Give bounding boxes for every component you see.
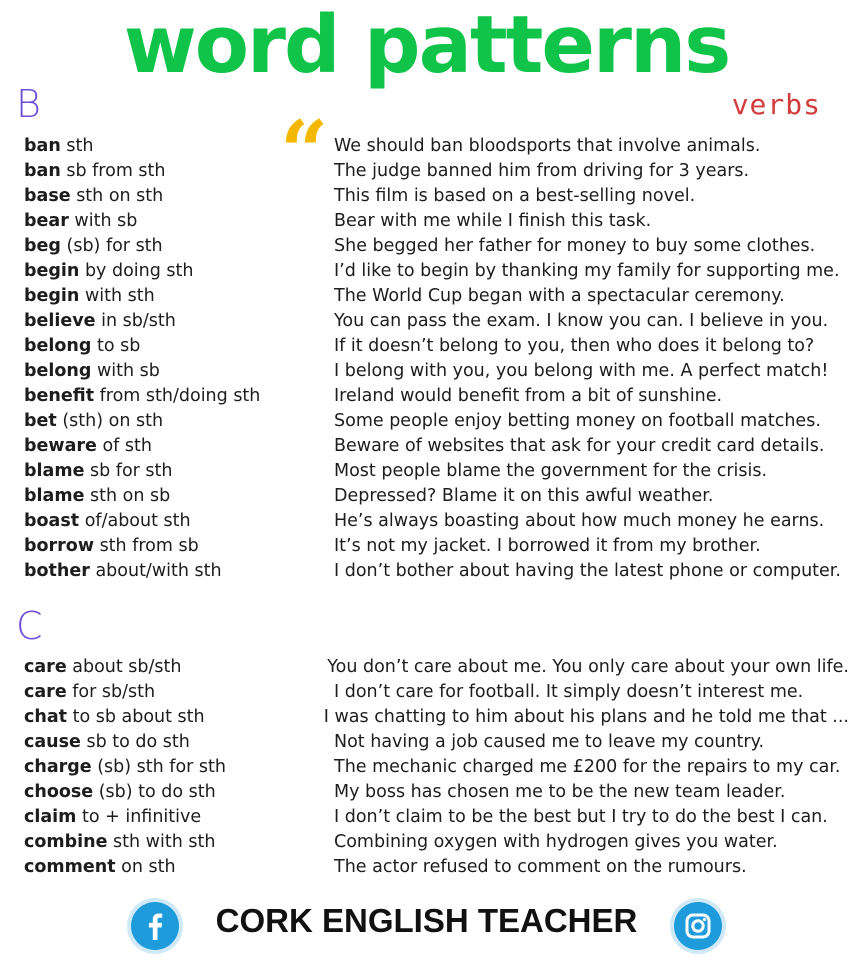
- word-pattern: [24, 657, 327, 677]
- word-pattern: [24, 486, 334, 506]
- verb: blame: [24, 485, 85, 506]
- example-sentence: I belong with you, you belong with me. A perfect match!: [334, 360, 829, 381]
- pattern: on sth: [115, 856, 176, 877]
- word-pattern: [24, 682, 334, 702]
- verb: cause: [24, 731, 81, 752]
- verb: choose: [24, 781, 94, 802]
- word-pattern: [24, 561, 334, 581]
- pattern: with sb: [91, 360, 160, 381]
- verb: belong: [24, 335, 92, 356]
- word-pattern: [24, 411, 334, 431]
- example-sentence: I don’t care for football. It simply doesn’t interest me.: [334, 681, 804, 702]
- pattern: sth: [60, 135, 94, 156]
- pattern-row: [24, 258, 849, 283]
- verb: beg: [24, 235, 61, 256]
- pattern-row: [24, 408, 849, 433]
- example-sentence: I was chatting to him about his plans and he told me that ...: [323, 706, 849, 727]
- word-pattern: [24, 536, 334, 556]
- pattern: sb to do sth: [80, 731, 190, 752]
- word-pattern: [24, 782, 334, 802]
- pattern-row: [24, 779, 849, 804]
- verb: begin: [24, 260, 80, 281]
- pattern-row: [24, 383, 849, 408]
- example-sentence: This film is based on a best-selling novel.: [334, 185, 696, 206]
- example-sentence: You can pass the exam. I know you can. I believe in you.: [334, 310, 829, 331]
- word-pattern: [24, 386, 334, 406]
- pattern: in sb/sth: [95, 310, 176, 331]
- pattern: to + infinitive: [76, 806, 202, 827]
- pattern-row: [24, 308, 849, 333]
- section-letter-b: B: [16, 82, 41, 126]
- pattern-row: [24, 829, 849, 854]
- instagram-icon[interactable]: [674, 902, 722, 950]
- verb: benefit: [24, 385, 95, 406]
- example-sentence: Not having a job caused me to leave my country.: [334, 731, 765, 752]
- section-c-list: [24, 654, 849, 879]
- example-sentence: The actor refused to comment on the rumours.: [334, 856, 747, 877]
- verb: chat: [24, 706, 68, 727]
- pattern: to sb about sth: [67, 706, 205, 727]
- example-sentence: Beware of websites that ask for your credit card details.: [334, 435, 825, 456]
- example-sentence: Combining oxygen with hydrogen gives you water.: [334, 831, 778, 852]
- pattern-row: [24, 654, 849, 679]
- verb: bother: [24, 560, 90, 581]
- verb: ban: [24, 160, 61, 181]
- example-sentence: It’s not my jacket. I borrowed it from my brother.: [334, 535, 761, 556]
- pattern: (sb) sth for sth: [91, 756, 227, 777]
- pattern: (sb) for sth: [60, 235, 163, 256]
- pattern-row: [24, 183, 849, 208]
- word-pattern: [24, 186, 334, 206]
- verb: believe: [24, 310, 96, 331]
- pattern-row: [24, 433, 849, 458]
- verb: beware: [24, 435, 97, 456]
- word-pattern: [24, 857, 334, 877]
- verb: boast: [24, 510, 80, 531]
- pattern: by doing sth: [79, 260, 194, 281]
- pattern-row: [24, 233, 849, 258]
- pattern: for sb/sth: [66, 681, 156, 702]
- example-sentence: Some people enjoy betting money on football matches.: [334, 410, 821, 431]
- example-sentence: We should ban bloodsports that involve animals.: [334, 135, 761, 156]
- word-pattern: [24, 757, 334, 777]
- word-pattern: [24, 732, 334, 752]
- example-sentence: If it doesn’t belong to you, then who does it belong to?: [334, 335, 815, 356]
- pattern: of sth: [96, 435, 152, 456]
- pattern-row: [24, 729, 849, 754]
- word-pattern: [24, 311, 334, 331]
- pattern: from sth/doing sth: [94, 385, 261, 406]
- pattern-row: [24, 158, 849, 183]
- section-b-list: [24, 133, 849, 583]
- pattern: sb from sth: [60, 160, 166, 181]
- pattern-row: [24, 704, 849, 729]
- pattern-row: [24, 854, 849, 879]
- example-sentence: Depressed? Blame it on this awful weather.: [334, 485, 714, 506]
- pattern-row: [24, 804, 849, 829]
- verb: base: [24, 185, 71, 206]
- word-pattern: [24, 436, 334, 456]
- page-title: word patterns: [123, 0, 730, 91]
- pattern-row: [24, 208, 849, 233]
- pattern: with sb: [68, 210, 138, 231]
- pattern: (sb) to do sth: [93, 781, 216, 802]
- pattern: about sb/sth: [66, 656, 182, 677]
- example-sentence: He’s always boasting about how much money he earns.: [334, 510, 825, 531]
- pattern-row: [24, 283, 849, 308]
- word-pattern: [24, 336, 334, 356]
- verb: ban: [24, 135, 61, 156]
- word-pattern: [24, 511, 334, 531]
- footer-brand: CORK ENGLISH TEACHER: [215, 902, 638, 939]
- word-pattern: [24, 261, 334, 281]
- verb: care: [24, 656, 67, 677]
- example-sentence: Most people blame the government for the crisis.: [334, 460, 768, 481]
- verb: combine: [24, 831, 108, 852]
- pattern: to sb: [91, 335, 141, 356]
- verb: belong: [24, 360, 92, 381]
- pattern: of/about sth: [79, 510, 191, 531]
- example-sentence: The judge banned him from driving for 3 years.: [334, 160, 750, 181]
- example-sentence: I’d like to begin by thanking my family for supporting me.: [334, 260, 840, 281]
- verb: claim: [24, 806, 77, 827]
- example-sentence: She begged her father for money to buy some clothes.: [334, 235, 816, 256]
- word-pattern: [24, 461, 334, 481]
- word-pattern: [24, 211, 334, 231]
- example-sentence: Ireland would benefit from a bit of sunshine.: [334, 385, 723, 406]
- word-pattern: [24, 161, 334, 181]
- word-pattern: [24, 832, 334, 852]
- verb: comment: [24, 856, 116, 877]
- verb: bear: [24, 210, 69, 231]
- pattern: sth with sth: [107, 831, 216, 852]
- example-sentence: My boss has chosen me to be the new team leader.: [334, 781, 786, 802]
- pattern-row: [24, 483, 849, 508]
- pattern-row: [24, 133, 849, 158]
- word-pattern: [24, 236, 334, 256]
- pattern: sth on sth: [70, 185, 164, 206]
- word-pattern: [24, 807, 334, 827]
- verb: borrow: [24, 535, 94, 556]
- example-sentence: You don’t care about me. You only care about your own life.: [327, 656, 849, 677]
- verb: care: [24, 681, 67, 702]
- page-subtitle: verbs: [731, 88, 821, 121]
- pattern-row: [24, 333, 849, 358]
- pattern: about/with sth: [89, 560, 222, 581]
- pattern-row: [24, 358, 849, 383]
- verb: blame: [24, 460, 85, 481]
- verb: bet: [24, 410, 57, 431]
- example-sentence: I don’t claim to be the best but I try to do the best I can.: [334, 806, 828, 827]
- example-sentence: The World Cup began with a spectacular ceremony.: [334, 285, 785, 306]
- pattern: sb for sth: [84, 460, 173, 481]
- pattern: with sth: [79, 285, 155, 306]
- pattern-row: [24, 754, 849, 779]
- pattern: sth on sb: [84, 485, 171, 506]
- verb: charge: [24, 756, 92, 777]
- example-sentence: I don’t bother about having the latest phone or computer.: [334, 560, 841, 581]
- verb: begin: [24, 285, 80, 306]
- pattern-row: [24, 679, 849, 704]
- word-pattern: [24, 136, 334, 156]
- pattern-row: [24, 458, 849, 483]
- pattern-row: [24, 508, 849, 533]
- word-pattern: [24, 286, 334, 306]
- example-sentence: The mechanic charged me £200 for the repairs to my car.: [334, 756, 841, 777]
- example-sentence: Bear with me while I finish this task.: [334, 210, 652, 231]
- pattern: sth from sb: [94, 535, 199, 556]
- word-pattern: [24, 707, 324, 727]
- section-letter-c: C: [16, 604, 43, 648]
- pattern-row: [24, 558, 849, 583]
- word-pattern: [24, 361, 334, 381]
- pattern: (sth) on sth: [56, 410, 164, 431]
- quote-icon: “: [280, 102, 329, 201]
- pattern-row: [24, 533, 849, 558]
